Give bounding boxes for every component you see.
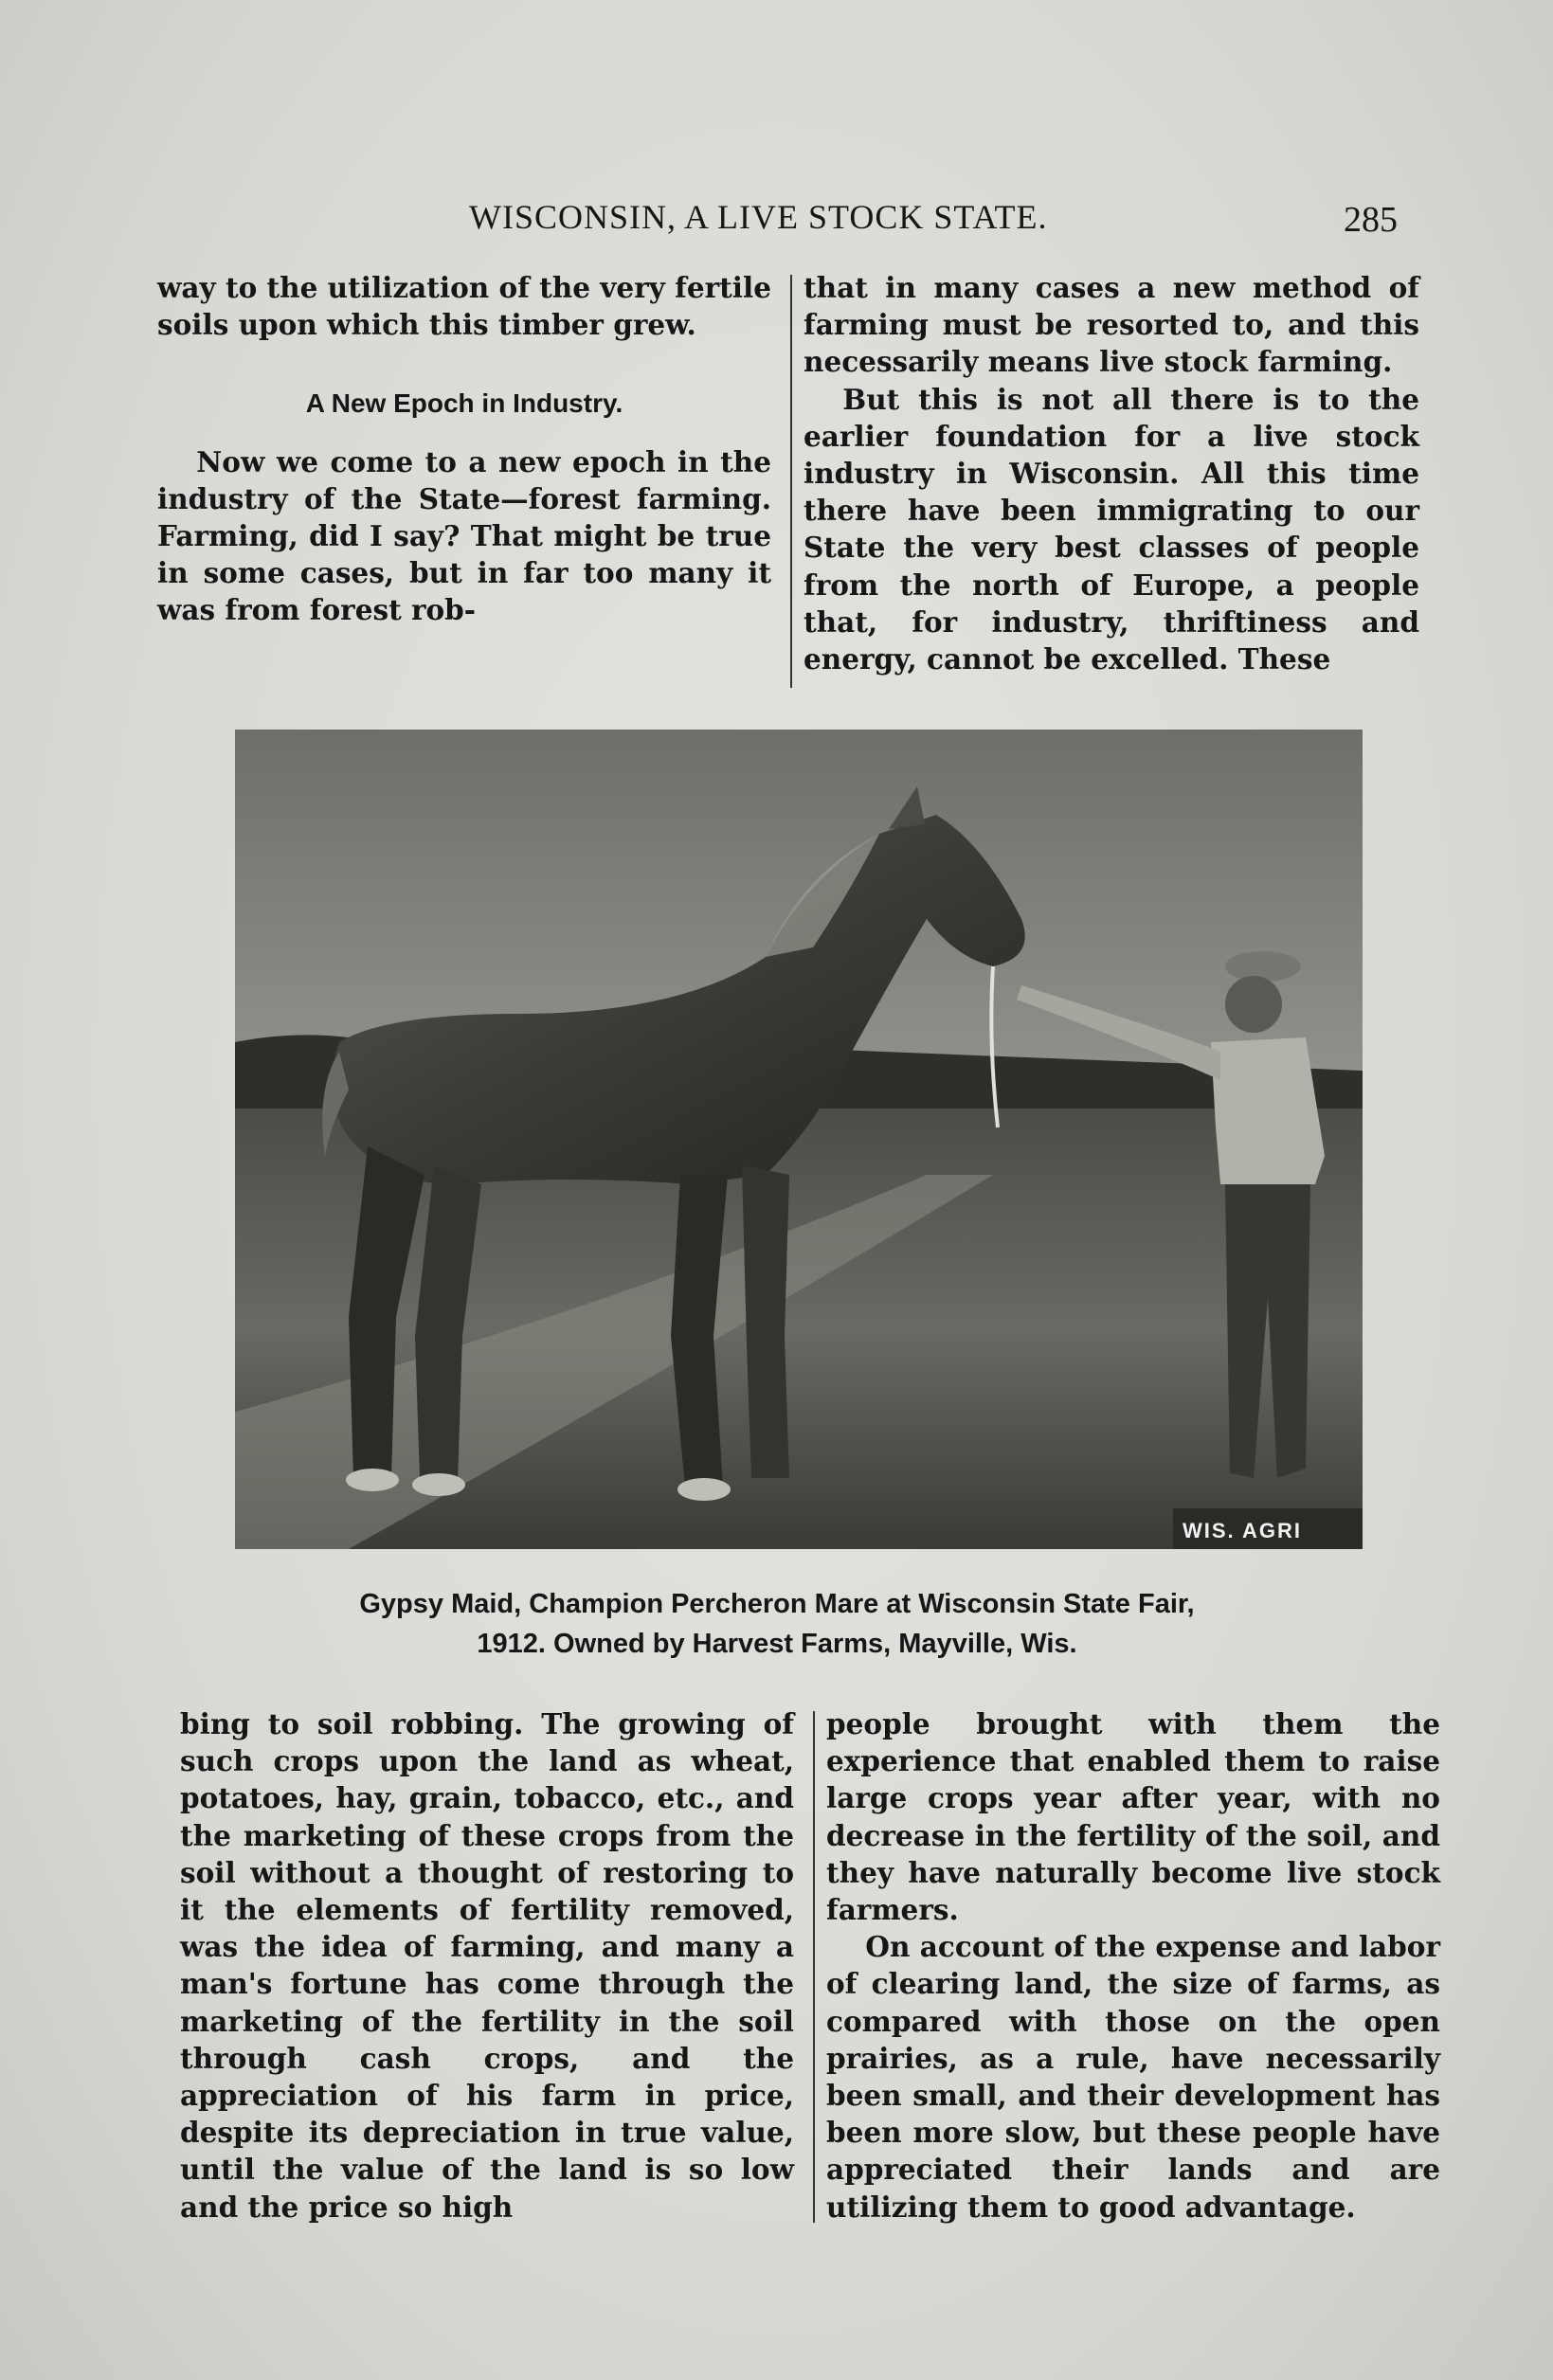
paragraph: people brought with them the experience that enabled them to raise large crops year after year, with no decrease in the fertility of the soil, and they have naturally become live stock farmers. — [826, 1707, 1440, 1927]
photo-caption — [190, 1584, 1364, 1664]
paragraph: bing to soil robbing. The growing of such crops upon the land as wheat, potatoes, hay, grain, tobacco, etc., and the marketing of these crops from the soil without a thought of restoring to it the elements of fertility removed, was the idea of farming, and many a man's fortune has come through the marketing of the fertility in the soil through cash crops, and the appreciation of his farm in price, despite its depreciation in true value, until the value of the land is so low and the price so high — [180, 1707, 794, 2224]
bottom-left-column — [180, 1705, 794, 2226]
running-title: WISCONSIN, A LIVE STOCK STATE. — [469, 198, 1048, 236]
paragraph: Now we come to a new epoch in the industry of the State—forest farming. Farming, did I say? That might be true in some cases, but in far too many it was from forest rob- — [157, 444, 771, 627]
photo-illustration — [235, 730, 1363, 1549]
horse-photograph — [235, 730, 1363, 1549]
section-heading: A New Epoch in Industry. — [305, 388, 623, 419]
column-divider — [790, 275, 792, 688]
paragraph: way to the utilization of the very fertile soils upon which this timber grew. — [157, 271, 771, 342]
bottom-right-column — [826, 1705, 1440, 2226]
caption-line: 1912. Owned by Harvest Farms, Mayville, Wis. — [477, 1629, 1077, 1659]
caption-line: Gypsy Maid, Champion Percheron Mare at Wisconsin State Fair, — [359, 1589, 1195, 1619]
photo-stamp: WIS. AGRI — [1183, 1519, 1302, 1542]
top-right-column — [804, 269, 1419, 677]
paragraph: On account of the expense and labor of clearing land, the size of farms, as compared with those on the open prairies, as a rule, have necessarily been small, and their development has been more slow, but these people have appreciated their lands and are utilizing them to good advantage. — [826, 1930, 1440, 2224]
paragraph: that in many cases a new method of farming must be resorted to, and this necessarily means live stock farming. — [804, 271, 1419, 379]
paragraph: But this is not all there is to the earlier foundation for a live stock industry in Wisconsin. All this time there have been immigrating to our State the very best classes of people from the north of Europe, a people that, for industry, thriftiness and energy, cannot be excelled. These — [804, 382, 1419, 676]
column-divider — [813, 1711, 815, 2223]
page-number: 285 — [1344, 200, 1398, 240]
top-left-column — [157, 269, 771, 629]
